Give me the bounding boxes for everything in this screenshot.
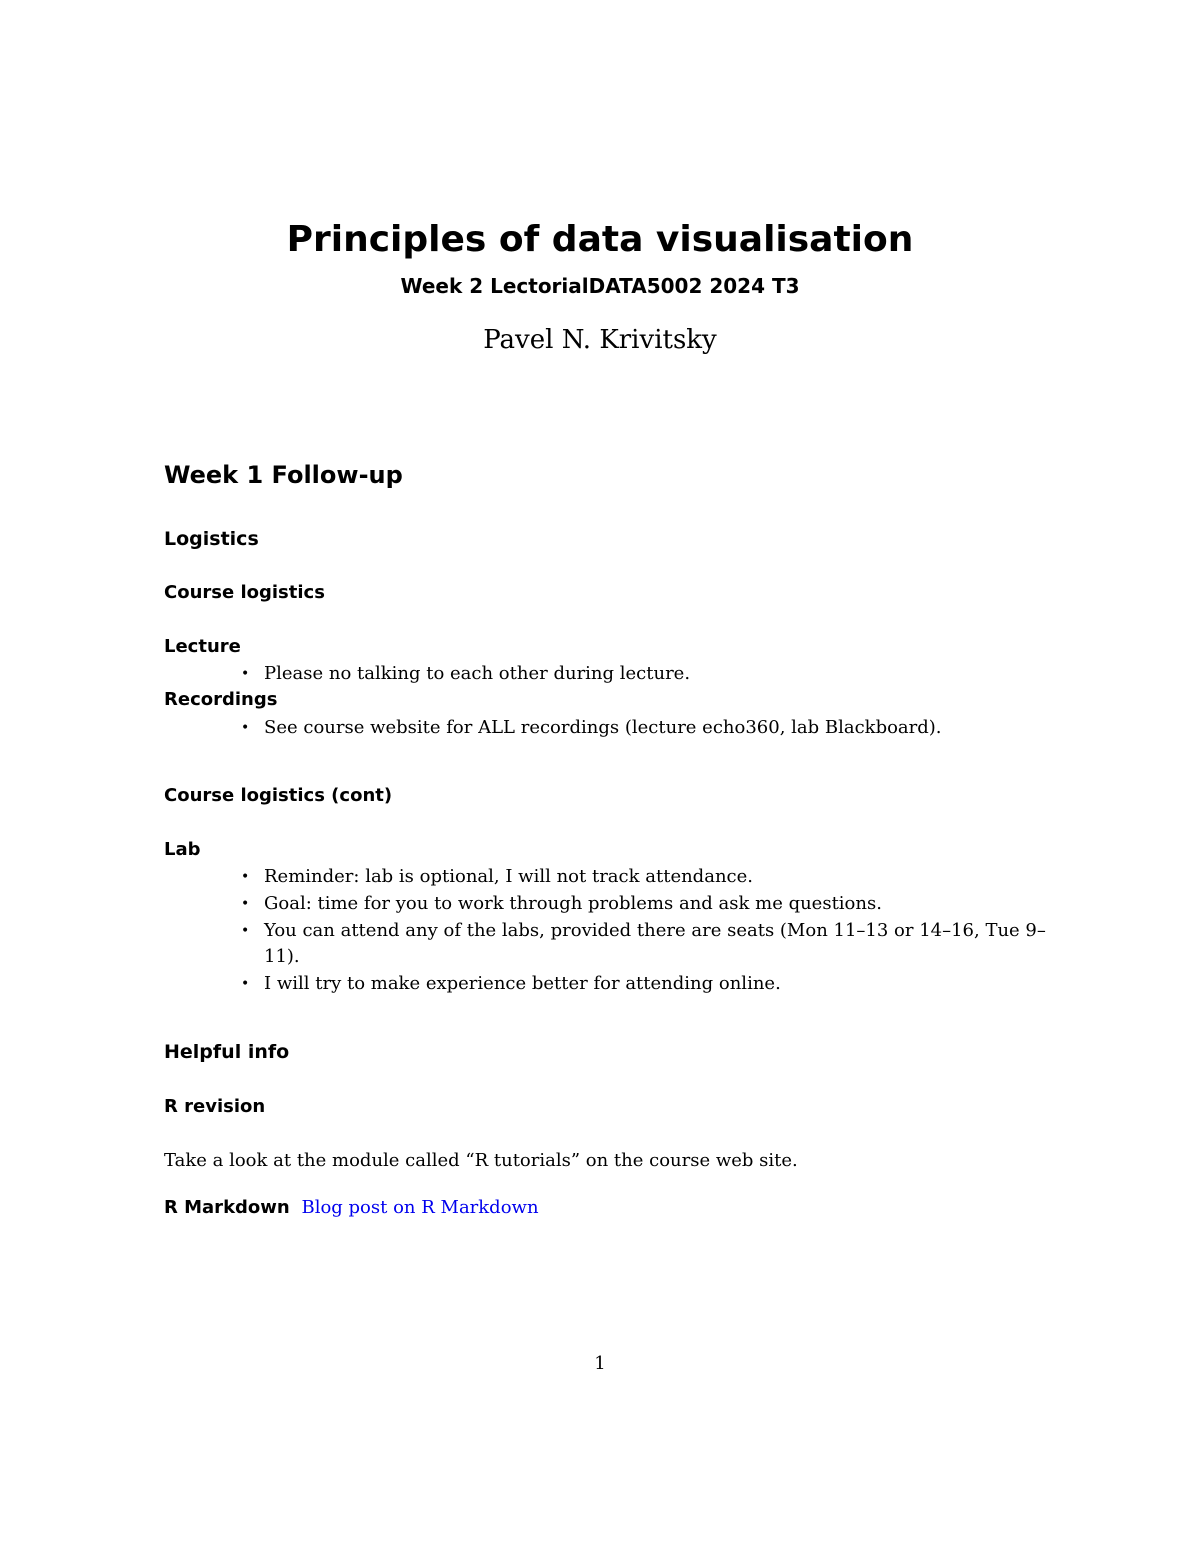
subsection-heading-logistics: Logistics bbox=[164, 528, 259, 550]
document-author: Pavel N. Krivitsky bbox=[483, 325, 717, 355]
paragraph-r-revision: Take a look at the module called “R tutorials” on the course web site. bbox=[164, 1150, 798, 1171]
bullet-icon: • bbox=[241, 869, 250, 885]
bullet-icon: • bbox=[241, 923, 250, 939]
page-number: 1 bbox=[594, 1353, 606, 1374]
list-item-lab-4: I will try to make experience better for attending online. bbox=[264, 973, 781, 994]
bullet-icon: • bbox=[241, 976, 250, 992]
document-title: Principles of data visualisation bbox=[286, 219, 914, 260]
list-item-recordings: See course website for ALL recordings (lecture echo360, lab Blackboard). bbox=[264, 717, 942, 738]
list-item-lab-1: Reminder: lab is optional, I will not track attendance. bbox=[264, 866, 753, 887]
bullet-icon: • bbox=[241, 720, 250, 736]
bullet-icon: • bbox=[241, 896, 250, 912]
section-heading-week1-follow-up: Week 1 Follow-up bbox=[164, 461, 403, 489]
label-lecture: Lecture bbox=[164, 636, 241, 657]
label-r-markdown: R Markdown bbox=[164, 1197, 290, 1218]
block-heading-course-logistics-cont: Course logistics (cont) bbox=[164, 785, 393, 806]
r-markdown-line bbox=[164, 1195, 539, 1221]
label-recordings: Recordings bbox=[164, 689, 278, 710]
list-item-lab-2: Goal: time for you to work through problems and ask me questions. bbox=[264, 893, 882, 914]
block-heading-course-logistics: Course logistics bbox=[164, 582, 325, 603]
label-lab: Lab bbox=[164, 839, 201, 860]
list-item-lab-3: You can attend any of the labs, provided there are seats (Mon 11–13 or 14–16, Tue 9–11). bbox=[264, 920, 1046, 967]
bullet-icon: • bbox=[241, 666, 250, 682]
section-heading-helpful-info: Helpful info bbox=[164, 1041, 290, 1063]
list-item-lecture: Please no talking to each other during lecture. bbox=[264, 663, 691, 684]
document-subtitle: Week 2 LectorialDATA5002 2024 T3 bbox=[400, 274, 800, 298]
link-blog-post-r-markdown[interactable]: Blog post on R Markdown bbox=[301, 1197, 539, 1218]
block-heading-r-revision: R revision bbox=[164, 1096, 266, 1117]
